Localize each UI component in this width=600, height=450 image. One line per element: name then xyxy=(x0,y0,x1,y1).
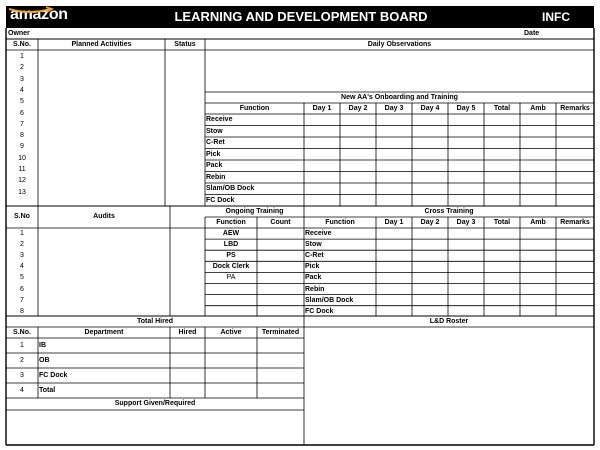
onboarding-function-header: Function xyxy=(239,105,270,112)
department-name: OB xyxy=(39,357,50,364)
activity-row-number: 4 xyxy=(20,86,24,94)
cross-col-header: Total xyxy=(493,219,511,226)
planned-activities-header: Planned Activities xyxy=(71,41,132,48)
activities-sno-header: S.No. xyxy=(13,41,31,48)
status-header: Status xyxy=(174,41,196,48)
onboarding-function: FC Dock xyxy=(206,196,235,204)
activity-row-number: 12 xyxy=(18,177,26,185)
cross-col-header: Remarks xyxy=(560,219,590,226)
audits-sno-header: S.No xyxy=(14,213,30,220)
onboarding-col-header: Day 1 xyxy=(312,105,332,112)
daily-observations-header: Daily Observations xyxy=(367,41,432,48)
ongoing-function: PA xyxy=(226,274,236,282)
hired-row-number: 3 xyxy=(20,372,24,379)
audit-row-number: 5 xyxy=(20,274,24,282)
cross-function: Pack xyxy=(305,274,322,282)
activity-row-number: 10 xyxy=(18,154,26,162)
audit-row-number: 4 xyxy=(20,263,24,271)
cross-function: Receive xyxy=(305,230,332,237)
cross-function-header: Function xyxy=(325,219,355,226)
onboarding-function: Pick xyxy=(206,150,221,158)
onboarding-col-header: Day 4 xyxy=(420,105,440,112)
ongoing-function: Dock Clerk xyxy=(212,263,250,271)
ongoing-count-header: Count xyxy=(270,219,291,226)
amazon-logo xyxy=(8,7,88,28)
audit-row-number: 8 xyxy=(20,307,24,315)
ongoing-function: AEW xyxy=(222,230,240,237)
cross-training-title: Cross Training xyxy=(424,208,474,215)
learning-development-board xyxy=(6,6,594,445)
activity-row-number: 6 xyxy=(20,109,24,117)
onboarding-col-header: Day 5 xyxy=(456,105,476,112)
total-hired-title: Total Hired xyxy=(136,318,174,325)
audit-row-number: 7 xyxy=(20,296,24,304)
ongoing-function: LBD xyxy=(223,241,239,249)
department-name: Total xyxy=(39,387,56,394)
cross-col-header: Day 2 xyxy=(420,219,440,226)
activity-row-number: 9 xyxy=(20,143,24,151)
cross-function: Pick xyxy=(305,263,320,271)
onboarding-col-header: Amb xyxy=(530,105,546,112)
onboarding-function: Stow xyxy=(206,127,223,135)
activity-row-number: 3 xyxy=(20,75,24,83)
ongoing-training-title: Ongoing Training xyxy=(225,208,284,215)
onboarding-col-header: Total xyxy=(493,105,511,112)
hired-header: Hired xyxy=(178,329,197,336)
onboarding-function: C-Ret xyxy=(206,139,225,146)
department-name: FC Dock xyxy=(39,372,68,379)
hired-sno-header: S.No. xyxy=(13,329,31,336)
activity-row-number: 8 xyxy=(20,132,24,140)
cross-function: FC Dock xyxy=(305,307,334,315)
activity-row-number: 5 xyxy=(20,98,24,106)
smile-arrow-icon xyxy=(8,7,54,15)
onboarding-col-header: Remarks xyxy=(560,105,590,112)
ld-roster-title: L&D Roster xyxy=(429,318,469,325)
terminated-header: Terminated xyxy=(261,329,300,336)
onboarding-function: Slam/OB Dock xyxy=(206,185,255,192)
active-header: Active xyxy=(220,329,242,336)
department-name: IB xyxy=(39,342,46,349)
hired-row-number: 4 xyxy=(20,387,24,394)
cross-function: C-Ret xyxy=(305,252,324,260)
cross-function: Stow xyxy=(305,241,322,249)
activity-row-number: 2 xyxy=(20,64,24,72)
onboarding-col-header: Day 3 xyxy=(384,105,404,112)
audit-row-number: 6 xyxy=(20,285,24,293)
audit-row-number: 1 xyxy=(20,230,24,237)
onboarding-function: Pack xyxy=(206,162,223,169)
cross-col-header: Day 1 xyxy=(384,219,404,226)
activity-row-number: 13 xyxy=(18,188,26,196)
audit-row-number: 3 xyxy=(20,252,24,260)
department-header: Department xyxy=(84,329,124,336)
support-title: Support Given/Required xyxy=(114,400,196,407)
activity-row-number: 1 xyxy=(20,53,24,60)
cross-col-header: Amb xyxy=(530,219,546,226)
cross-function: Slam/OB Dock xyxy=(305,296,354,304)
date-label: Date xyxy=(524,30,540,37)
activity-row-number: 7 xyxy=(20,120,24,128)
page-title: LEARNING AND DEVELOPMENT BOARD xyxy=(174,9,428,24)
ongoing-function-header: Function xyxy=(216,219,246,226)
cross-col-header: Day 3 xyxy=(456,219,476,226)
owner-label: Owner xyxy=(8,30,30,37)
onboarding-title: New AA's Onboarding and Training xyxy=(341,94,458,101)
activity-row-number: 11 xyxy=(18,166,26,173)
hired-row-number: 1 xyxy=(20,342,24,349)
audits-header: Audits xyxy=(93,213,115,220)
cross-function: Rebin xyxy=(305,285,325,293)
ongoing-function: PS xyxy=(226,252,236,260)
onboarding-function: Receive xyxy=(206,116,233,123)
audit-row-number: 2 xyxy=(20,241,24,249)
onboarding-col-header: Day 2 xyxy=(348,105,368,112)
onboarding-function: Rebin xyxy=(206,173,226,181)
hired-row-number: 2 xyxy=(20,357,24,364)
brand-wordmark: amazon xyxy=(10,6,68,23)
site-code: INFC xyxy=(542,10,570,24)
